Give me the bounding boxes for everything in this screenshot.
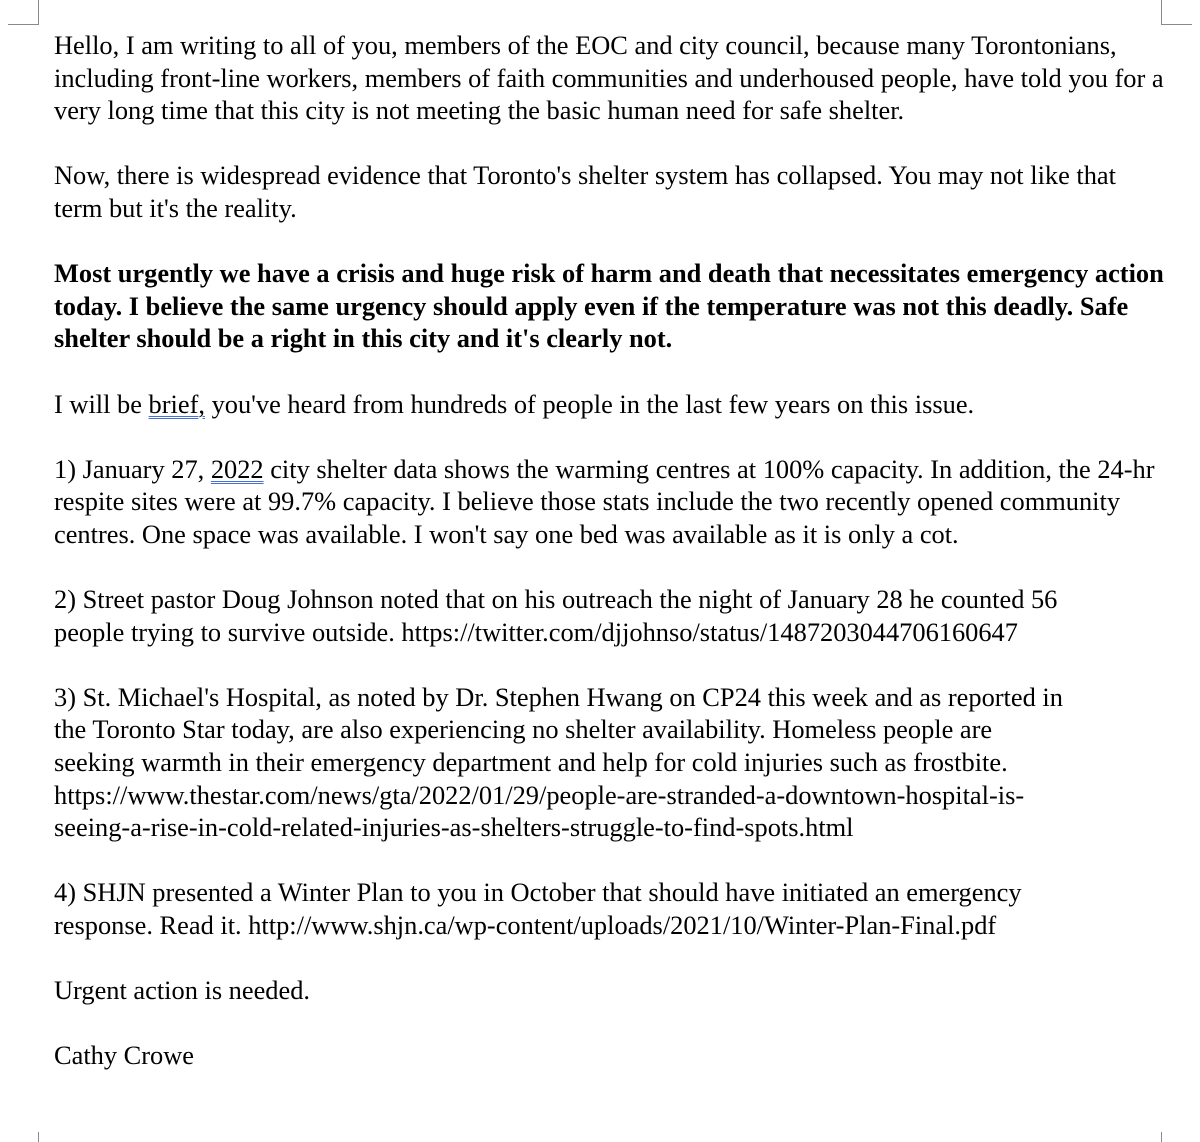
document-body[interactable] [54,29,1164,1072]
bottom-right-margin-mark [1161,1132,1192,1142]
paragraph-point-4 [54,876,1164,941]
paragraph-urgent-action: Urgent action is needed. [54,975,311,1006]
point-4-line-2: response. Read it. http://www.shjn.ca/wp-content/uploads/2021/10/Winter-Plan-Final.pdf [54,910,997,941]
paragraph-point-1 [54,453,1164,551]
brief-text-before: I will be [54,388,149,419]
bottom-left-margin-mark [8,1132,39,1142]
point-3-line-1: 3) St. Michael's Hospital, as noted by Dr. Stephen Hwang on CP24 this week and as reported in [54,681,1063,712]
point-1-text-after: city shelter data shows the warming centres at 100% capacity. In addition, the 24-hr respite sites were at 99.7% capacity. I believe those stats include the two recently opened community centres. One space was available. I won't say one bed was available as it is only a cot. [54,453,1155,549]
top-left-margin-mark [8,0,39,25]
grammar-flag-brief[interactable]: brief, [148,388,205,419]
point-3-line-5: seeing-a-rise-in-cold-related-injuries-as-shelters-struggle-to-find-spots.html [54,812,854,843]
point-4-line-1: 4) SHJN presented a Winter Plan to you in October that should have initiated an emergency [54,877,1022,908]
point-1-text-before: 1) January 27, [54,453,211,484]
point-3-line-3: seeking warmth in their emergency department and help for cold injuries such as frostbite. [54,747,1008,778]
point-2-line-1: 2) Street pastor Doug Johnson noted that on his outreach the night of January 28 he counted 56 [54,584,1058,615]
brief-text-after: you've heard from hundreds of people in the last few years on this issue. [204,388,975,419]
point-3-line-2: the Toronto Star today, are also experiencing no shelter availability. Homeless people are [54,714,993,745]
grammar-flag-2022[interactable]: 2022 [210,453,264,484]
point-2-line-2: people trying to survive outside. https://twitter.com/djjohnso/status/1487203044706160647 [54,616,1018,647]
point-3-line-4: https://www.thestar.com/news/gta/2022/01/29/people-are-stranded-a-downtown-hospital-is- [54,779,1025,810]
paragraph-shelter-collapse: Now, there is widespread evidence that Toronto's shelter system has collapsed. You may not like that term but it's the reality. [54,160,1116,223]
paragraph-brief [54,388,1164,421]
signature: Cathy Crowe [54,1040,194,1071]
top-right-margin-mark [1161,0,1192,25]
paragraph-urgent-bold: Most urgently we have a crisis and huge risk of harm and death that necessitates emergency action today. I believe the same urgency should apply even if the temperature was not this deadly. Safe shelter should be a right in this city and it's clearly not. [54,258,1164,354]
paragraph-point-3 [54,681,1164,844]
paragraph-point-2 [54,583,1164,648]
paragraph-greeting: Hello, I am writing to all of you, members of the EOC and city council, because many Torontonians, including front-line workers, members of faith communities and underhoused people, have told you for a very long time that this city is not meeting the basic human need for safe shelter. [54,30,1164,126]
